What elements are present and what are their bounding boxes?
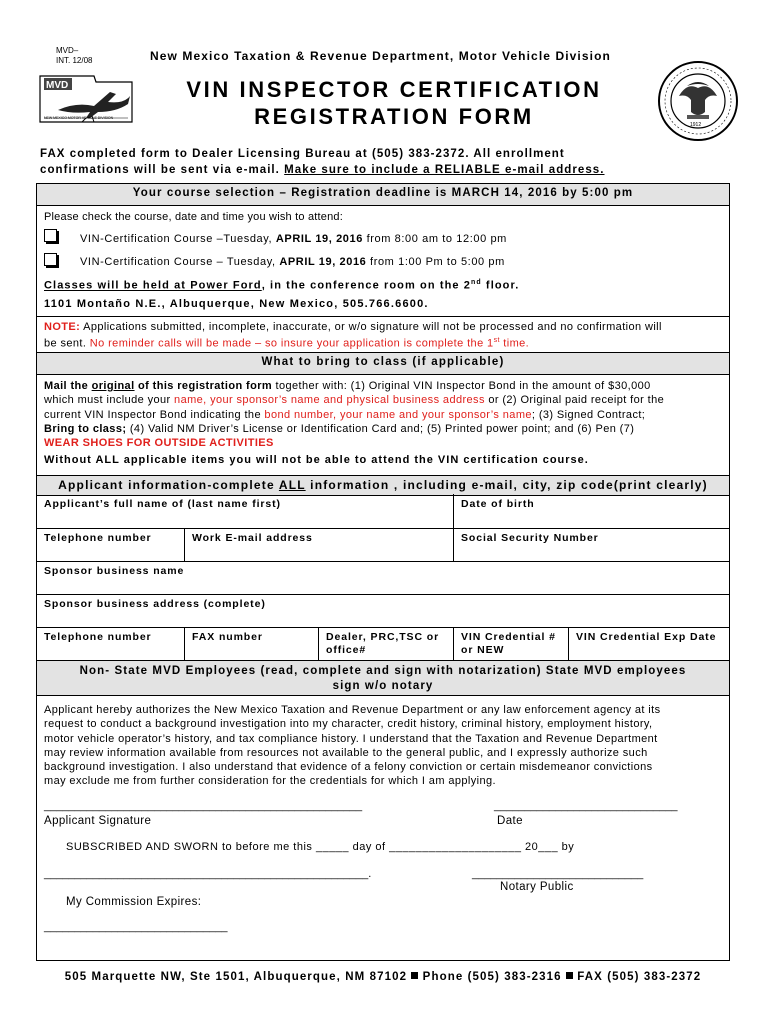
ssn-field[interactable] — [454, 544, 728, 560]
divider — [36, 594, 730, 595]
telephone-field[interactable] — [37, 544, 183, 560]
svg-text:MVD: MVD — [46, 80, 69, 91]
option-time: from 8:00 am to 12:00 pm — [362, 233, 507, 245]
logo-caption: NEW MEXICO MOTOR VEHICLE DIVISION — [44, 116, 114, 120]
class-location — [44, 279, 519, 292]
applicant-heading-text: Applicant information-complete — [58, 478, 279, 492]
divider — [36, 528, 730, 529]
authorization-line: background investigation. I also understand that evidence of a felony conviction or certain misdemeanor convictions — [44, 761, 653, 774]
applicant-heading — [36, 478, 730, 492]
note-sup: st — [493, 337, 500, 345]
bring-text: of this registration form — [134, 380, 273, 392]
authorization-line: may review information available from resources not available to the general public, and I expressly authorize such — [44, 746, 648, 759]
full-name-field[interactable] — [37, 510, 452, 527]
svg-text:1912: 1912 — [690, 122, 702, 128]
signature-line[interactable]: ____________________________________________________ — [44, 800, 363, 812]
class-address: 1101 Montaño N.E., Albuquerque, New Mexico, 505.766.6600. — [44, 298, 429, 310]
note — [44, 320, 662, 351]
sponsor-name-field[interactable] — [37, 577, 728, 593]
work-email-label: Work E-mail address — [192, 532, 313, 544]
course-option-afternoon — [80, 256, 505, 268]
divider — [36, 627, 730, 628]
roadrunner-icon — [36, 72, 136, 130]
ssn-label: Social Security Number — [461, 532, 599, 544]
email-warning: Make sure to include a RELIABLE e-mail address. — [284, 164, 605, 176]
divider — [36, 561, 730, 562]
bring-instructions — [44, 379, 664, 468]
commission-label: My Commission Expires: — [66, 896, 202, 908]
sponsor-address-label: Sponsor business address (complete) — [44, 598, 266, 610]
vin-credential-1: VIN Credential # — [461, 631, 556, 643]
option-date: APRIL 19, 2016 — [275, 233, 363, 245]
commission-line[interactable]: ______________________________ — [44, 921, 228, 933]
footer-fax: FAX (505) 383-2372 — [572, 971, 702, 983]
dealer-label-2: office# — [326, 644, 367, 656]
divider — [453, 627, 454, 660]
note-end: time. — [499, 337, 530, 350]
sworn-name-line[interactable]: _____________________________________________________. — [44, 868, 372, 880]
location-floor: floor. — [481, 279, 520, 292]
notary-label: Notary Public — [500, 881, 574, 893]
full-name-label: Applicant’s full name of (last name first) — [44, 498, 281, 510]
fax-notice-line2 — [40, 162, 605, 178]
divider — [318, 627, 319, 660]
state-seal — [657, 60, 739, 142]
work-email-field[interactable] — [185, 544, 452, 560]
footer — [36, 971, 730, 983]
dealer-label-1: Dealer, PRC,TSC or — [326, 631, 440, 643]
note-label: NOTE: — [44, 321, 81, 333]
location-room: , in the conference room on the 2 — [261, 279, 472, 292]
date-line[interactable]: ______________________________ — [494, 800, 678, 812]
vin-credential-2: or NEW — [461, 644, 505, 656]
vin-credential-label — [461, 631, 556, 657]
dealer-label — [326, 631, 439, 657]
form-title — [150, 76, 638, 130]
location-place: Classes will be held at Power Ford — [44, 279, 262, 292]
course-option-morning — [80, 233, 507, 245]
nonstate-heading-2: sign w/o notary — [332, 680, 434, 692]
bring-text: ; (3) Signed Contract; — [531, 408, 646, 421]
authorization-line: Applicant hereby authorizes the New Mexico Taxation and Revenue Department or any law enforcement agency at its — [44, 704, 661, 716]
bring-highlight: name, your sponsor’s name and physical business address — [174, 394, 485, 407]
title-line2: REGISTRATION FORM — [254, 104, 534, 129]
bring-text: Mail the — [44, 380, 92, 392]
bring-highlight: bond number, your name and your sponsor’s name — [264, 408, 532, 421]
authorization-line: may exclude me from further consideration for the credentials for which I am applying. — [44, 775, 496, 788]
sponsor-telephone-label: Telephone number — [44, 631, 152, 643]
sponsor-address-field[interactable] — [37, 610, 728, 626]
option-date: APRIL 19, 2016 — [279, 256, 367, 268]
date-label: Date — [497, 815, 523, 827]
mvd-logo — [36, 72, 136, 130]
telephone-label: Telephone number — [44, 532, 152, 544]
course-instruction: Please check the course, date and time you wish to attend: — [44, 211, 343, 223]
applicant-heading-all: ALL — [278, 478, 306, 492]
location-sup: nd — [471, 279, 482, 286]
bring-heading: What to bring to class (if applicable) — [261, 356, 505, 368]
bring-text: or (2) Original paid receipt for the — [484, 394, 665, 407]
option-text: VIN-Certification Course –Tuesday, — [80, 233, 276, 245]
course-heading: Your course selection – Registration deadline is MARCH 14, 2016 by 5:00 pm — [132, 187, 634, 199]
option-time: from 1:00 Pm to 5:00 pm — [366, 256, 505, 268]
fax-label: FAX number — [192, 631, 263, 643]
dob-label: Date of birth — [461, 498, 535, 510]
footer-address: 505 Marquette NW, Ste 1501, Albuquerque, NM 87102 — [64, 971, 412, 983]
bring-original: original — [91, 380, 135, 392]
authorization-line: request to conduct a background investigation into my character, credit history, criminal history, employment history, — [44, 718, 653, 731]
bring-text: which must include your — [44, 394, 175, 407]
authorization-line: motor vehicle operator’s history, and tax compliance history. I understand that the Taxation and Revenue Department — [44, 732, 658, 745]
bring-warning: Without ALL applicable items you will not be able to attend the VIN certification course. — [44, 454, 589, 467]
fax-notice-text: confirmations will be sent via e-mail. — [40, 164, 285, 176]
course-checkbox-afternoon[interactable] — [44, 253, 57, 266]
footer-phone: Phone (505) 383-2316 — [418, 971, 566, 983]
bring-text: current VIN Inspector Bond indicating the — [44, 408, 265, 421]
bring-text: (4) Valid NM Driver’s License or Identification Card and; (5) Printed power point; and (6) Pen (7) — [126, 422, 635, 435]
authorization-paragraph — [44, 703, 661, 789]
notary-line[interactable]: ____________________________ — [472, 868, 644, 880]
seal-icon — [657, 60, 739, 142]
vin-exp-label: VIN Credential Exp Date — [576, 631, 717, 643]
sworn-statement: SUBSCRIBED AND SWORN to before me this _____ day of ____________________ 20___ by — [66, 841, 575, 853]
shoes-warning: WEAR SHOES FOR OUTSIDE ACTIVITIES — [44, 437, 274, 450]
note-warning: No reminder calls will be made – so insure your application is complete the 1 — [89, 337, 494, 350]
divider — [36, 316, 730, 317]
nonstate-heading-1: Non- State MVD Employees (read, complete and sign with notarization) State MVD employees — [79, 665, 687, 677]
nonstate-heading — [36, 664, 730, 694]
form-code-line1: MVD– — [56, 46, 79, 55]
applicant-heading-text: information , including e-mail, city, zip code(print clearly) — [305, 478, 708, 492]
note-text: Applications submitted, incomplete, inaccurate, or w/o signature will not be processed and no confirmation will — [80, 321, 662, 333]
title-line1: VIN INSPECTOR CERTIFICATION — [186, 77, 602, 102]
form-code — [56, 46, 92, 66]
square-bullet-icon — [566, 972, 573, 979]
bring-label: Bring to class; — [44, 422, 127, 435]
note-text-2: be sent. — [44, 337, 90, 350]
divider — [184, 627, 185, 660]
course-checkbox-morning[interactable] — [44, 229, 57, 242]
department-name: New Mexico Taxation & Revenue Department, Motor Vehicle Division — [150, 49, 611, 63]
form-code-line2: INT. 12/08 — [56, 56, 93, 65]
divider — [568, 627, 569, 660]
fax-notice — [40, 146, 605, 178]
sponsor-name-label: Sponsor business name — [44, 565, 185, 577]
bring-text: together with: (1) Original VIN Inspector Bond in the amount of $30,000 — [272, 380, 651, 392]
dob-field[interactable] — [454, 510, 728, 527]
fax-notice-line1: FAX completed form to Dealer Licensing Bureau at (505) 383-2372. All enrollment — [40, 148, 565, 160]
signature-label: Applicant Signature — [44, 815, 152, 827]
option-text: VIN-Certification Course – Tuesday, — [80, 256, 280, 268]
